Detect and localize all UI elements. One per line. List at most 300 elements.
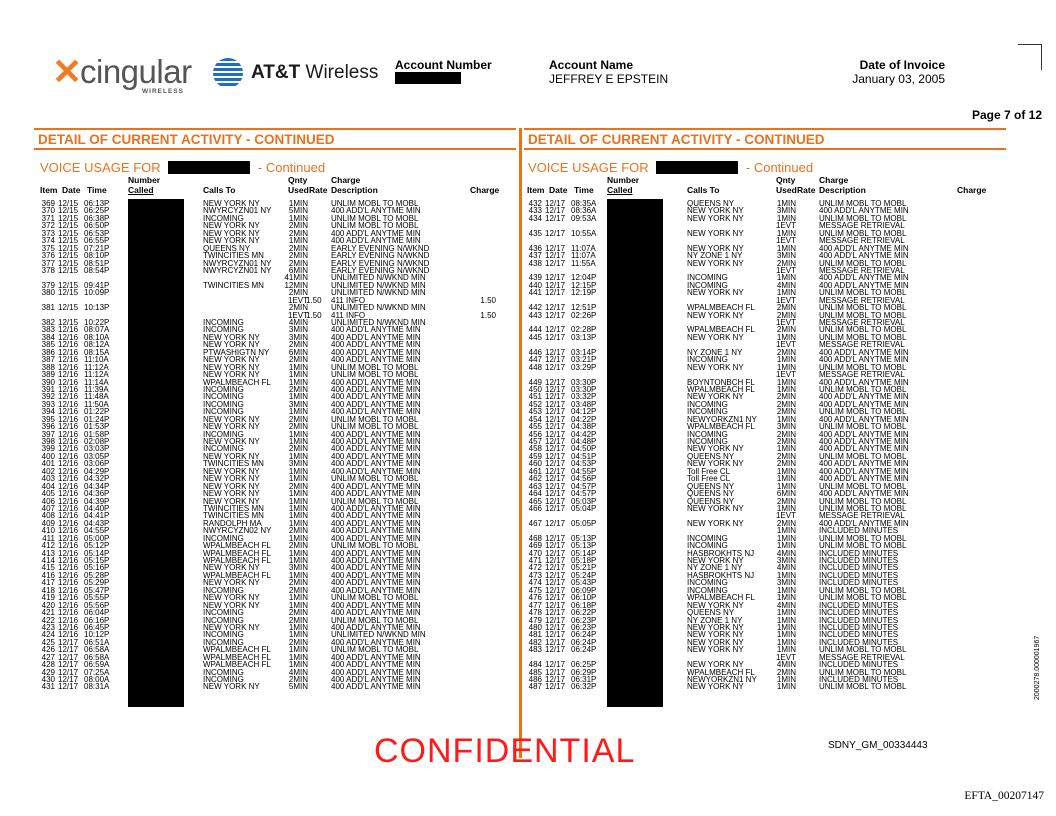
cell-description: 400 ADD'L ANYTME MIN (819, 474, 909, 484)
cell-item: 438 (528, 258, 542, 268)
cell-calls-to: NEW YORK NY (203, 199, 260, 208)
page-number: Page 7 of 12 (971, 108, 1042, 122)
cell-calls-to: INCOMING (203, 615, 244, 625)
cell-used: 2MIN (288, 422, 308, 432)
cell-time: 03:32P (571, 392, 597, 402)
cell-description: UNLIM MOBL TO MOBL (331, 362, 419, 372)
cell-description: 400 ADD'L ANYTME MIN (331, 399, 421, 409)
cell-calls-to: Toll Free CL (687, 466, 731, 476)
cell-date: 12/16 (58, 392, 79, 402)
cell-item: 441 (528, 288, 542, 298)
cell-item: 419 (41, 593, 55, 603)
cell-time: 04:32P (84, 474, 110, 484)
cell-calls-to: Toll Free CL (687, 474, 731, 484)
cell-time: 03:30P (571, 377, 597, 387)
voice-usage-left (40, 160, 325, 175)
cell-description: 400 ADD'L ANYTME MIN (331, 622, 421, 632)
cell-used: 4MIN (776, 660, 796, 670)
invoice-date-label: Date of Invoice (859, 58, 945, 72)
cell-description: 400 ADD'L ANYTME MIN (331, 377, 421, 387)
cell-time: 07:21P (84, 243, 110, 253)
cell-date: 12/17 (545, 384, 566, 394)
cell-description: MESSAGE RETRIEVAL (819, 370, 905, 380)
cell-time: 06:10P (571, 593, 597, 603)
cell-date: 12/15 (58, 288, 79, 298)
cell-item: 467 (528, 518, 542, 528)
cell-item: 476 (528, 593, 542, 603)
cell-used: 1MIN (288, 392, 308, 402)
cell-time: 08:07A (84, 325, 110, 335)
cell-used: 1MIN (776, 362, 796, 372)
cell-used: 1MIN (776, 585, 796, 595)
cell-date: 12/17 (545, 444, 566, 454)
cell-date: 12/15 (58, 221, 79, 231)
cell-calls-to: INCOMING (203, 407, 244, 417)
cell-item: 437 (528, 251, 542, 261)
cell-description: 400 ADD'L ANYTME MIN (331, 347, 421, 357)
cell-calls-to: NEW YORK NY (203, 481, 260, 491)
cell-description: 400 ADD'L ANYTME MIN (331, 236, 421, 246)
cell-item: 475 (528, 585, 542, 595)
cell-used: 1MIN (776, 503, 796, 513)
cell-item: 481 (528, 630, 542, 640)
cell-time: 05:00P (84, 533, 110, 543)
cell-calls-to: INCOMING (203, 213, 244, 223)
cell-item: 408 (41, 511, 55, 521)
cell-time: 11:14A (84, 377, 109, 387)
cell-item: 456 (528, 429, 542, 439)
cell-used: 1EVT (775, 265, 796, 275)
cell-time: 11:07A (571, 243, 596, 253)
cell-item: 409 (41, 518, 55, 528)
cell-item: 458 (528, 444, 542, 454)
cell-time: 04:34P (84, 481, 110, 491)
cell-calls-to: HASBROKHTS NJ (687, 570, 755, 580)
cell-description: MESSAGE RETRIEVAL (819, 340, 905, 350)
cell-used: 2MIN (776, 407, 796, 417)
cell-time: 04:38P (571, 422, 597, 432)
cell-description: 400 ADD'L ANYTME MIN (331, 392, 421, 402)
cell-item: 394 (41, 407, 55, 417)
cell-item: 470 (528, 548, 542, 558)
cell-date: 12/15 (58, 236, 79, 246)
cell-date: 12/16 (58, 556, 79, 565)
cell-date: 12/16 (58, 615, 79, 625)
cell-date: 12/17 (545, 459, 566, 469)
cell-calls-to: WPALMBEACH FL (203, 556, 271, 565)
cell-time: 08:35A (571, 199, 597, 208)
cell-item: 401 (41, 459, 55, 469)
cell-used: 3MIN (288, 325, 308, 335)
cell-time: 02:28P (571, 325, 597, 335)
cell-time: 04:43P (84, 518, 110, 528)
cell-item: 429 (41, 667, 55, 677)
cell-calls-to: NEW YORK NY (203, 496, 260, 506)
cell-description: UNLIM MOBL TO MOBL (331, 199, 419, 208)
cell-date: 12/17 (545, 347, 566, 357)
cell-description: UNLIMITED N/WKND MIN (331, 280, 426, 290)
cell-used: 1EVT (775, 511, 796, 521)
account-name-label: Account Name (549, 58, 634, 72)
cell-used: 1MIN (776, 675, 796, 684)
cell-date: 12/16 (58, 503, 79, 513)
cell-time: 08:10A (84, 332, 110, 342)
cell-item: 377 (41, 258, 55, 268)
cell-used: 1MIN (776, 466, 796, 476)
col-calls-to: Calls To (687, 185, 720, 195)
cell-date: 12/17 (545, 414, 566, 424)
cell-time: 06:58A (84, 645, 110, 655)
cell-used: 2MIN (776, 303, 796, 313)
cell-calls-to: NEW YORK NY (203, 451, 260, 461)
cell-description: 400 ADD'L ANYTME MIN (331, 451, 421, 461)
cell-item: 434 (528, 213, 542, 223)
cell-description: 400 ADD'L ANYTME MIN (331, 563, 421, 573)
cell-used: 1MIN (288, 518, 308, 528)
cell-time: 01:53P (84, 422, 110, 432)
cell-time: 01:24P (84, 414, 110, 424)
cell-date: 12/16 (58, 362, 79, 372)
cell-item: 369 (41, 199, 55, 208)
cell-date: 12/16 (58, 414, 79, 424)
cell-item: 370 (41, 206, 55, 216)
col-called: Called (128, 185, 154, 195)
cell-description: 400 ADD'L ANYTME MIN (331, 407, 421, 417)
cell-calls-to: NEW YORK NY (687, 660, 744, 670)
cell-date: 12/17 (545, 533, 566, 543)
cell-description: 400 ADD'L ANYTME MIN (331, 355, 421, 365)
cell-date: 12/15 (58, 199, 79, 208)
cell-calls-to: WPALMBEACH FL (203, 541, 271, 551)
col-time: Time (87, 185, 107, 195)
cell-description: 400 ADD'L ANYTME MIN (819, 466, 909, 476)
cell-item: 469 (528, 541, 542, 551)
bates-number: SDNY_GM_00334443 (828, 740, 928, 751)
cell-description: EARLY EVENING N/WKND (331, 243, 430, 253)
cell-description: UNLIMITED N/WKND MIN (331, 303, 426, 313)
cell-description: MESSAGE RETRIEVAL (819, 511, 905, 521)
cell-date: 12/15 (58, 206, 79, 216)
cell-used: 1MIN (776, 332, 796, 342)
cell-item: 380 (41, 288, 55, 298)
cingular-logo (52, 52, 192, 102)
cell-time: 06:23P (571, 615, 597, 625)
cell-used: 1EVT (287, 295, 308, 305)
cell-item: 455 (528, 422, 542, 432)
cell-calls-to: WPALMBEACH FL (687, 384, 755, 394)
cell-used: 2MIN (776, 459, 796, 469)
cell-used: 2MIN (776, 429, 796, 439)
cell-used: 4MIN (776, 600, 796, 610)
cell-time: 05:47P (84, 585, 110, 595)
cell-item: 466 (528, 503, 542, 513)
cell-description: UNLIM MOBL TO MOBL (819, 258, 907, 268)
cell-used: 1MIN (776, 570, 796, 580)
cell-used: 2MIN (288, 303, 308, 313)
cell-used: 2MIN (288, 615, 308, 625)
cell-description: EARLY EVENING N/WKND (331, 265, 430, 275)
cell-description: 400 ADD'L ANYTME MIN (331, 489, 421, 499)
cell-calls-to: NEW YORK NY (203, 221, 260, 231)
cell-description: 400 ADD'L ANYTME MIN (331, 608, 421, 618)
cell-item: 410 (41, 526, 55, 536)
cell-calls-to: INCOMING (203, 637, 244, 647)
cell-date: 12/17 (545, 206, 566, 216)
cell-time: 09:41P (84, 280, 110, 290)
cell-time: 06:51A (84, 637, 110, 647)
cell-description: MESSAGE RETRIEVAL (819, 652, 905, 662)
cell-calls-to: INCOMING (687, 578, 728, 588)
cell-description: MESSAGE RETRIEVAL (819, 236, 905, 246)
cell-date: 12/16 (58, 489, 79, 499)
cell-description: INCLUDED MINUTES (819, 570, 899, 580)
cell-used: 2MIN (288, 355, 308, 365)
cell-used: 2MIN (776, 310, 796, 320)
cell-description: 400 ADD'L ANYTME MIN (819, 399, 909, 409)
cell-used: 4MIN (288, 318, 308, 327)
cell-calls-to: NEW YORK NY (687, 310, 744, 320)
cell-used: 1MIN (776, 630, 796, 640)
cell-used: 1MIN (776, 474, 796, 484)
cell-description: UNLIM MOBL TO MOBL (819, 541, 907, 551)
cell-time: 04:39P (84, 496, 110, 506)
cell-calls-to: QUEENS NY (687, 451, 735, 461)
cell-used: 2MIN (288, 414, 308, 424)
col-item: Item (40, 185, 58, 195)
cell-used: 1MIN (288, 600, 308, 610)
cell-description: 411 INFO (331, 295, 366, 305)
cell-description: UNLIM MOBL TO MOBL (819, 533, 907, 543)
cell-calls-to: HASBROKHTS NJ (687, 548, 755, 558)
cell-date: 12/16 (58, 437, 79, 446)
cell-used: 1MIN (288, 570, 308, 580)
account-number-redaction (395, 72, 461, 84)
cell-time: 06:09P (571, 585, 597, 595)
cell-date: 12/16 (58, 429, 79, 439)
cell-used: 2MIN (288, 526, 308, 536)
cell-description: 400 ADD'L ANYTME MIN (331, 325, 421, 335)
cell-description: UNLIM MOBL TO MOBL (331, 645, 419, 655)
cell-time: 08:00A (84, 675, 110, 684)
cell-item: 389 (41, 370, 55, 380)
att-logo (213, 58, 379, 92)
cell-calls-to: INCOMING (687, 273, 728, 283)
cell-item: 432 (528, 199, 542, 208)
cell-used: 1MIN (288, 511, 308, 521)
cell-description: 400 ADD'L ANYTME MIN (331, 556, 421, 565)
cell-time: 08:15A (84, 347, 110, 357)
col-item: Item (527, 185, 545, 195)
cell-time: 08:51P (84, 258, 110, 268)
cell-item: 479 (528, 615, 542, 625)
cell-calls-to: WPALMBEACH FL (687, 593, 755, 603)
cell-calls-to: WPALMBEACH FL (203, 548, 271, 558)
cell-calls-to: NEW YORK NY (687, 459, 744, 469)
cell-date: 12/17 (545, 258, 566, 268)
cell-rate: 1.50 (306, 310, 322, 320)
cell-calls-to: INCOMING (687, 541, 728, 551)
cell-description: INCLUDED MINUTES (819, 548, 899, 558)
cell-date: 12/16 (58, 533, 79, 543)
cell-description: UNLIMITED N/WKND MIN (331, 630, 426, 640)
cell-item: 407 (41, 503, 55, 513)
cell-item: 418 (41, 585, 55, 595)
cell-description: UNLIM MOBL TO MOBL (819, 362, 907, 372)
cell-calls-to: WPALMBEACH FL (203, 645, 271, 655)
cell-date: 12/16 (58, 340, 79, 350)
cell-description: INCLUDED MINUTES (819, 630, 899, 640)
cell-item: 439 (528, 273, 542, 283)
cell-date: 12/17 (545, 518, 566, 528)
cell-description: UNLIM MOBL TO MOBL (819, 384, 907, 394)
cell-calls-to: QUEENS NY (203, 243, 251, 253)
cell-used: 1MIN (776, 645, 796, 655)
voice-usage-suffix: - Continued (257, 160, 326, 175)
cell-used: 1MIN (776, 199, 796, 208)
cell-time: 06:22P (571, 608, 597, 618)
col-charge: Charge (957, 185, 987, 195)
cell-item: 413 (41, 548, 55, 558)
cell-description: UNLIM MOBL TO MOBL (819, 407, 907, 417)
cell-description: UNLIMITED N/WKND MIN (331, 288, 426, 298)
cell-used: 2MIN (288, 384, 308, 394)
cell-used: 2MIN (776, 667, 796, 677)
cell-item: 417 (41, 578, 55, 588)
cell-description: 400 ADD'L ANYTME MIN (331, 481, 421, 491)
cell-date: 12/16 (58, 541, 79, 551)
cell-used: 12MIN (284, 280, 308, 290)
cell-calls-to: NEW YORK NY (203, 370, 260, 380)
cell-time: 12:19P (571, 288, 597, 298)
cell-date: 12/16 (58, 355, 79, 365)
cell-description: 400 ADD'L ANYTME MIN (331, 548, 421, 558)
cell-item: 398 (41, 437, 55, 446)
cell-item: 378 (41, 265, 55, 275)
cell-time: 03:48P (571, 399, 597, 409)
cell-used: 1MIN (776, 384, 796, 394)
section-title-left: DETAIL OF CURRENT ACTIVITY - CONTINUED (34, 128, 516, 150)
cell-time: 07:25A (84, 667, 110, 677)
cell-time: 04:41P (84, 511, 110, 521)
cell-calls-to: NEW YORK NY (687, 600, 744, 610)
cell-time: 10:09P (84, 288, 110, 298)
cell-used: 2MIN (776, 392, 796, 402)
cell-description: UNLIM MOBL TO MOBL (819, 481, 907, 491)
cell-used: 1MIN (776, 593, 796, 603)
cell-description: UNLIM MOBL TO MOBL (819, 422, 907, 432)
cell-date: 12/17 (545, 422, 566, 432)
cell-calls-to: TWINCITIES MN (203, 503, 264, 513)
cell-calls-to: NEW YORK NY (203, 332, 260, 342)
cell-description: EARLY EVENING N/WKND (331, 251, 430, 261)
cell-calls-to: NWYRCYZN01 NY (203, 206, 272, 216)
cell-used: 1MIN (288, 213, 308, 223)
cell-date: 12/17 (545, 496, 566, 506)
cell-date: 12/17 (545, 213, 566, 223)
cell-time: 01:58P (84, 429, 110, 439)
cell-item: 371 (41, 213, 55, 223)
cell-time: 05:14P (84, 548, 110, 558)
cell-item: 465 (528, 496, 542, 506)
cell-time: 04:55P (84, 526, 110, 536)
cell-used: 1MIN (776, 444, 796, 454)
cell-used: 1MIN (288, 489, 308, 499)
cell-calls-to: QUEENS NY (687, 496, 735, 506)
cell-description: 400 ADD'L ANYTME MIN (331, 444, 421, 454)
cell-time: 06:31P (571, 675, 597, 684)
cell-description: 400 ADD'L ANYTME MIN (331, 429, 421, 439)
cell-used: 6MIN (776, 489, 796, 499)
cell-item: 471 (528, 556, 542, 565)
cell-date: 12/16 (58, 384, 79, 394)
cell-used: 6MIN (288, 265, 308, 275)
cell-used: 1MIN (776, 615, 796, 625)
cell-item: 373 (41, 228, 55, 238)
cell-description: 400 ADD'L ANYTME MIN (331, 511, 421, 521)
cell-item: 393 (41, 399, 55, 409)
cell-time: 04:29P (84, 466, 110, 476)
cell-date: 12/17 (545, 310, 566, 320)
cell-calls-to: NEW YORK NY (203, 489, 260, 499)
cell-calls-to: INCOMING (687, 429, 728, 439)
cell-used: 4MIN (288, 667, 308, 677)
cell-calls-to: INCOMING (203, 667, 244, 677)
cell-calls-to: NEW YORK NY (203, 622, 260, 632)
cell-calls-to: INCOMING (687, 399, 728, 409)
cell-item: 385 (41, 340, 55, 350)
cell-item: 477 (528, 600, 542, 610)
cell-description: UNLIM MOBL TO MOBL (819, 667, 907, 677)
cell-calls-to: NEW YORK NY (687, 258, 744, 268)
cell-calls-to: PTWASHIGTN NY (203, 347, 270, 357)
cell-calls-to: INCOMING (203, 585, 244, 595)
cell-date: 12/17 (545, 600, 566, 610)
cell-item: 400 (41, 451, 55, 461)
cell-used: 1MIN (288, 503, 308, 513)
cell-item: 421 (41, 608, 55, 618)
cell-time: 06:04P (84, 608, 110, 618)
cell-item: 444 (528, 325, 542, 335)
cell-used: 3MIN (288, 332, 308, 342)
cell-used: 1MIN (776, 481, 796, 491)
cell-item: 487 (528, 682, 542, 692)
cell-used: 2MIN (776, 325, 796, 335)
cell-item: 472 (528, 563, 542, 573)
cell-item: 448 (528, 362, 542, 372)
cell-used: 2MIN (288, 288, 308, 298)
cell-time: 08:10P (84, 251, 110, 261)
cell-description: 400 ADD'L ANYTME MIN (331, 206, 421, 216)
cell-item: 459 (528, 451, 542, 461)
cell-date: 12/17 (545, 355, 566, 365)
cell-used: 1MIN (776, 273, 796, 283)
cell-description: UNLIM MOBL TO MOBL (331, 615, 419, 625)
att-wordmark (251, 62, 378, 84)
col-date: Date (62, 185, 81, 195)
cell-time: 03:06P (84, 459, 110, 469)
cell-item: 482 (528, 637, 542, 647)
cell-calls-to: NEW YORK NY (203, 593, 260, 603)
cell-time: 09:53A (571, 213, 597, 223)
cell-calls-to: NEW YORK NY (687, 362, 744, 372)
cell-calls-to: NEW YORK NY (203, 228, 260, 238)
cell-used: 5MIN (288, 206, 308, 216)
cell-item: 454 (528, 414, 542, 424)
cell-time: 05:56P (84, 600, 110, 610)
cell-item: 474 (528, 578, 542, 588)
cell-calls-to: INCOMING (203, 608, 244, 618)
cell-time: 05:05P (571, 518, 597, 528)
